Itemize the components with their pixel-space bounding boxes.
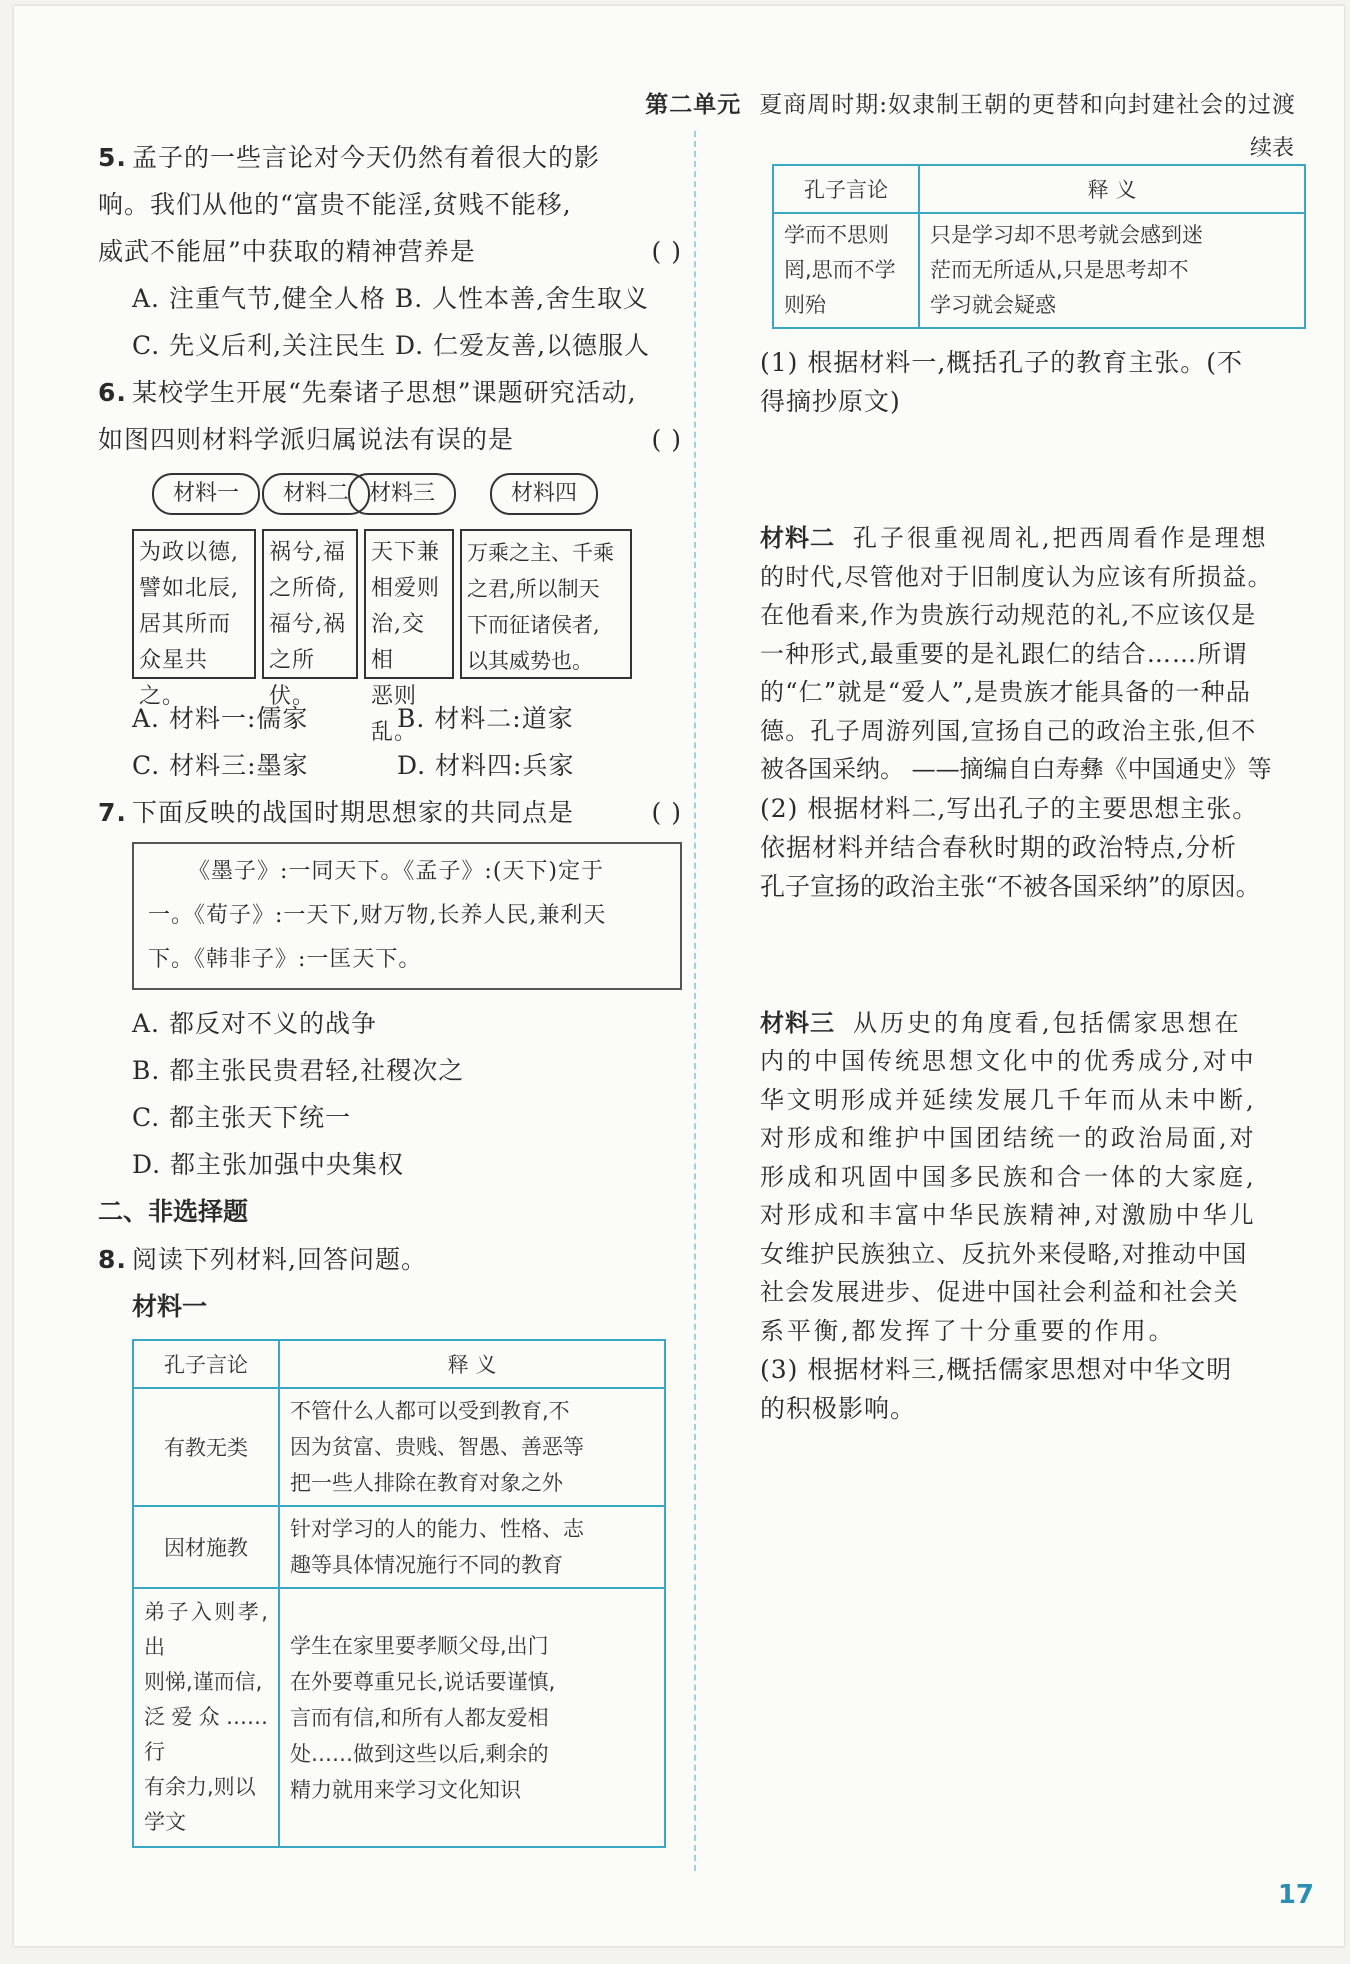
cell-line: 罔,思而不学 [784,258,896,282]
material-2-label: 材料二 [760,524,835,552]
cell-line: 学文 [144,1810,186,1834]
sub-question-line: 依据材料并结合春秋时期的政治特点,分析 [760,832,1237,862]
cell-line: 趣等具体情况施行不同的教育 [290,1553,563,1577]
table-row [133,1506,665,1588]
material-label-oval: 材料二 [262,473,370,515]
material-line: 从历史的角度看,包括儒家思想在 [853,1008,1242,1037]
material-line: 内的中国传统思想文化中的优秀成分,对中 [760,1047,1257,1075]
option-b[interactable]: B. 材料二:道家 [397,704,574,733]
table-row [133,1388,665,1506]
material-3-label: 材料三 [760,1008,835,1037]
unit-title: 夏商周时期:奴隶制王朝的更替和向封建社会的过渡 [759,92,1296,118]
sub-question-line: (2) 根据材料二,写出孔子的主要思想主张。 [760,793,1259,823]
material-line: 以其威势也。 [467,649,593,673]
table-cell [133,1588,279,1847]
material-line: 的时代,尽管他对于旧制度认为应该有所损益。 [760,562,1273,591]
table-header: 孔子言论 [773,165,919,213]
sub-question-line: 的积极影响。 [760,1394,917,1423]
table-cell: 因材施教 [133,1506,279,1588]
cell-line: 把一些人排除在教育对象之外 [290,1471,563,1495]
material-line: 孔子很重视周礼,把西周看作是理想 [853,524,1269,552]
cell-line: 不管什么人都可以受到教育,不 [290,1399,570,1423]
table-cell [919,213,1305,328]
material-line: 福兮,祸 [269,612,346,637]
material-line: 为政以德, [139,540,239,565]
material-3 [760,1004,1304,1351]
option-c[interactable]: C. 材料三:墨家 [132,751,309,780]
material-line: 恶则乱。 [371,684,418,745]
quote-box [132,842,682,990]
question-number: 8. [98,1245,127,1274]
material-line: 万乘之主、千乘 [467,541,614,565]
question-text-line: 阅读下列材料,回答问题。 [132,1245,427,1274]
material-line: 的“仁”就是“爱人”,是贵族才能具备的一种品 [760,678,1252,706]
answer-blank[interactable]: ( ) [651,798,682,827]
material-line: 下而征诸侯者, [467,613,600,637]
material-line: 被各国采纳。 ——摘编自白寿彝《中国通史》等 [760,755,1272,783]
table-row [773,213,1305,328]
material-text-box [132,529,256,709]
sub-question-line: 孔子宣扬的政治主张“不被各国采纳”的原因。 [760,871,1261,901]
material-line: 之所伏。 [269,648,316,709]
answer-space[interactable] [760,421,1304,519]
option-a[interactable]: A. 材料一:儒家 [132,704,309,733]
table-header: 孔子言论 [133,1340,279,1388]
cell-line: 言而有信,和所有人都友爱相 [290,1705,549,1730]
material-line: 众星共之。 [139,648,209,709]
material-2 [760,519,1304,789]
quote-line: 下。《韩非子》:一匡天下。 [148,947,422,972]
question-5 [98,134,682,369]
table-header: 释 义 [919,165,1305,213]
question-8 [98,1236,682,1848]
column-divider [694,131,696,1871]
left-column [98,134,682,1848]
answer-blank[interactable]: ( ) [651,237,682,266]
cell-line: 只是学习却不思考就会感到迷 [930,223,1203,247]
question-text-line: 响。我们从他的“富贵不能淫,贫贱不能移, [98,190,572,219]
table-cell: 有教无类 [133,1388,279,1506]
material-line: 对形成和丰富中华民族精神,对激励中华儿 [760,1201,1257,1229]
page-number: 17 [1277,1880,1314,1910]
cell-line: 精力就用来学习文化知识 [290,1777,521,1802]
quote-line: 一。《荀子》:一天下,财万物,长养人民,兼利天 [148,903,607,928]
cell-line: 在外要尊重兄长,说话要谨慎, [290,1669,556,1694]
option-line[interactable]: C. 先义后利,关注民生 D. 仁爱友善,以德服人 [132,331,651,360]
table-cell [279,1506,665,1588]
question-text-line: 威武不能屈”中获取的精神营养是 [98,237,476,266]
option-b[interactable]: B. 都主张民贵君轻,社稷次之 [132,1056,465,1085]
option-c[interactable]: C. 都主张天下统一 [132,1103,352,1132]
table-header: 释 义 [279,1340,665,1388]
material-line: 一种形式,最重要的是礼跟仁的结合……所谓 [760,639,1248,668]
textbook-page [14,6,1344,1946]
confucius-table [132,1339,666,1848]
sub-question-3 [760,1350,1304,1428]
page-header [645,86,1296,119]
cell-line: 学而不思则 [784,223,889,247]
cell-line: 茫而无所适从,只是思考却不 [930,258,1189,282]
cell-line: 学生在家里要孝顺父母,出门 [290,1633,549,1658]
table-row [133,1588,665,1847]
material-line: 譬如北辰, [139,576,239,601]
material-line: 相爱则 [371,576,441,601]
material-line: 之君,所以制天 [467,577,600,601]
question-text-line: 下面反映的战国时期思想家的共同点是 [132,798,575,827]
material-line: 在他看来,作为贵族行动规范的礼,不应该仅是 [760,601,1257,629]
material-line: 女维护民族独立、反抗外来侵略,对推动中国 [760,1239,1248,1268]
answer-blank[interactable]: ( ) [651,425,682,454]
right-column [760,134,1304,1428]
unit-label: 第二单元 [645,92,742,118]
material-text-box [364,529,454,745]
cell-line: 学习就会疑惑 [930,293,1056,317]
question-text-line: 孟子的一些言论对今天仍然有着很大的影 [132,143,601,172]
material-line: 祸兮,福 [269,540,346,565]
cell-line: 泛爱众……行 [144,1705,268,1764]
cell-line: 处……做到这些以后,剩余的 [290,1741,549,1766]
sub-question-1 [760,343,1304,421]
material-label-oval: 材料一 [152,473,260,515]
material-text-box [460,529,632,679]
question-7 [98,789,682,1188]
material-line: 社会发展进步、促进中国社会利益和社会关 [760,1278,1239,1306]
sub-question-line: (1) 根据材料一,概括孔子的教育主张。(不 [760,348,1244,377]
sub-question-line: (3) 根据材料三,概括儒家思想对中华文明 [760,1355,1233,1384]
material-label-oval: 材料三 [348,473,456,515]
option-line[interactable]: A. 注重气节,健全人格 B. 人性本善,舍生取义 [132,284,650,313]
material-line: 华文明形成并延续发展几千年而从未中断, [760,1085,1257,1114]
table-cell [279,1588,665,1847]
table-cell [773,213,919,328]
material-line: 治,交相 [371,612,425,673]
material-line: 居其所而 [139,612,232,637]
option-a[interactable]: A. 都反对不义的战争 [132,1009,377,1038]
material-line: 系平衡,都发挥了十分重要的作用。 [760,1316,1176,1345]
cell-line: 弟子入则孝,出 [144,1600,268,1659]
question-number: 5. [98,143,127,172]
question-text-line: 如图四则材料学派归属说法有误的是 [98,425,515,454]
answer-space[interactable] [760,906,1304,1004]
option-d[interactable]: D. 材料四:兵家 [397,751,575,780]
material-line: 德。孔子周游列国,宣扬自己的政治主张,但不 [760,716,1257,745]
quote-line: 《墨子》:一同天下。《孟子》:(天下)定于 [188,859,604,884]
sub-question-line: 得摘抄原文) [760,387,901,416]
material-text-box [262,529,358,709]
confucius-table-continued [772,164,1306,329]
question-number: 7. [98,798,127,827]
cell-line: 则悌,谨而信, [144,1670,263,1694]
cell-line: 针对学习的人的能力、性格、志 [290,1517,584,1541]
continued-table-label: 续表 [1249,136,1294,161]
material-line: 天下兼 [371,540,441,565]
cell-line: 则殆 [784,293,826,317]
material-1-label: 材料一 [132,1292,208,1321]
material-line: 之所倚, [269,576,346,601]
material-label-oval: 材料四 [490,473,598,515]
material-line: 形成和巩固中国多民族和合一体的大家庭, [760,1162,1257,1191]
cell-line: 有余力,则以 [144,1775,256,1799]
table-cell [279,1388,665,1506]
sub-question-2 [760,789,1304,906]
question-6 [98,369,682,789]
option-d[interactable]: D. 都主张加强中央集权 [132,1150,405,1179]
question-number: 6. [98,378,127,407]
section-title: 二、非选择题 [98,1197,249,1226]
material-line: 对形成和维护中国团结统一的政治局面,对 [760,1124,1257,1152]
cell-line: 因为贫富、贵贱、智愚、善恶等 [290,1435,584,1459]
question-text-line: 某校学生开展“先秦诸子思想”课题研究活动, [132,378,637,407]
